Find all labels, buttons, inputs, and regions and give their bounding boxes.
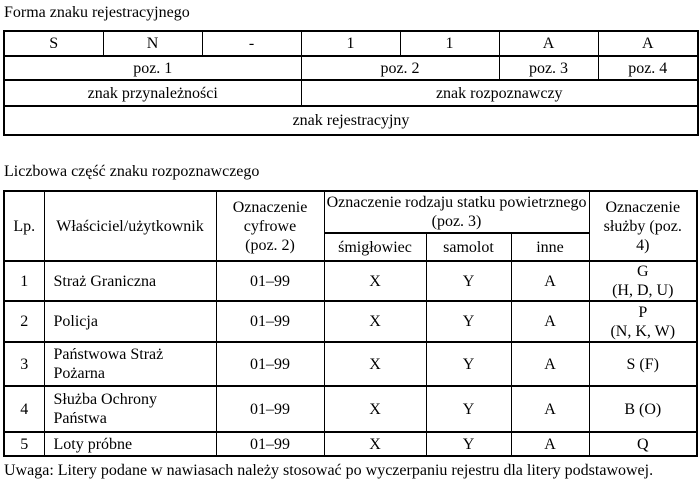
other-cell: A xyxy=(511,432,589,456)
col-header-digits: Oznaczenie cyfrowe (poz. 2) xyxy=(216,191,324,261)
service-main: Q xyxy=(636,435,649,453)
other-cell: A xyxy=(511,301,589,342)
digits-cell: 01–99 xyxy=(216,432,324,456)
col-header-helicopter: śmigłowiec xyxy=(324,233,426,261)
letter-cell: A xyxy=(499,31,598,56)
other-cell: A xyxy=(511,261,589,301)
lp-cell: 4 xyxy=(4,386,44,432)
service-cell xyxy=(589,261,697,301)
section1-title: Forma znaku rejestracyjnego xyxy=(4,4,190,21)
letter-cell: S xyxy=(4,31,103,56)
owner-cell: Straż Graniczna xyxy=(44,261,216,301)
position-cell: poz. 1 xyxy=(4,56,301,80)
helicopter-cell: X xyxy=(324,342,426,386)
letter-cell: A xyxy=(598,31,698,56)
table-row xyxy=(4,301,697,342)
digits-cell: 01–99 xyxy=(216,301,324,342)
plane-cell: Y xyxy=(426,301,511,342)
owner-cell: Państwowa Straż Pożarna xyxy=(44,342,216,386)
lp-cell: 2 xyxy=(4,301,44,342)
other-cell: A xyxy=(511,342,589,386)
table-row xyxy=(4,432,697,456)
plane-cell: Y xyxy=(426,342,511,386)
letter-cell: 1 xyxy=(400,31,499,56)
digits-cell: 01–99 xyxy=(216,261,324,301)
positions-row xyxy=(4,56,698,80)
owner-cell: Policja xyxy=(44,301,216,342)
full-mark-cell: znak rejestracyjny xyxy=(4,106,698,135)
plane-cell: Y xyxy=(426,261,511,301)
helicopter-cell: X xyxy=(324,261,426,301)
service-main: B (O) xyxy=(624,400,662,418)
lp-cell: 1 xyxy=(4,261,44,301)
digits-cell: 01–99 xyxy=(216,342,324,386)
service-cell xyxy=(589,386,697,432)
col-header-plane: samolot xyxy=(426,233,511,261)
footnote: Uwaga: Litery podane w nawiasach należy stosować po wyczerpaniu rejestru dla litery podstawowej. xyxy=(4,462,654,479)
service-cell xyxy=(589,342,697,386)
col-header-aircraft-type: Oznaczenie rodzaju statku powietrznego (poz. 3) xyxy=(324,191,589,233)
letter-cell: 1 xyxy=(301,31,400,56)
position-cell: poz. 4 xyxy=(598,56,698,80)
plane-cell: Y xyxy=(426,386,511,432)
service-alt: (N, K, W) xyxy=(610,322,676,340)
position-cell: poz. 2 xyxy=(301,56,499,80)
section2-title: Liczbowa część znaku rozpoznawczego xyxy=(4,163,260,180)
lp-cell: 5 xyxy=(4,432,44,456)
service-cell xyxy=(589,432,697,456)
owner-cell: Loty próbne xyxy=(44,432,216,456)
service-alt: (H, D, U) xyxy=(612,282,674,299)
other-cell: A xyxy=(511,386,589,432)
col-header-service: Oznaczenie służby (poz. 4) xyxy=(589,191,697,261)
col-header-lp: Lp. xyxy=(4,191,44,261)
service-cell xyxy=(589,301,697,342)
owner-cell: Służba Ochrony Państwa xyxy=(44,386,216,432)
table-row xyxy=(4,342,697,386)
helicopter-cell: X xyxy=(324,432,426,456)
registration-mark-form-table xyxy=(3,30,699,136)
lp-cell: 3 xyxy=(4,342,44,386)
letter-cell: N xyxy=(103,31,202,56)
position-cell: poz. 3 xyxy=(499,56,598,80)
letter-cell: - xyxy=(202,31,301,56)
helicopter-cell: X xyxy=(324,386,426,432)
col-header-owner: Właściciel/użytkownik xyxy=(44,191,216,261)
letters-row xyxy=(4,31,698,56)
service-main: G xyxy=(636,263,649,280)
groups-row xyxy=(4,80,698,106)
group-cell: znak rozpoznawczy xyxy=(301,80,698,106)
service-main: S (F) xyxy=(626,355,659,373)
full-row xyxy=(4,106,698,135)
plane-cell: Y xyxy=(426,432,511,456)
group-cell: znak przynależności xyxy=(4,80,301,106)
service-main: P xyxy=(638,303,648,321)
helicopter-cell: X xyxy=(324,301,426,342)
header-row-top xyxy=(4,191,697,233)
numeric-part-table xyxy=(3,190,698,457)
table-row xyxy=(4,386,697,432)
digits-cell: 01–99 xyxy=(216,386,324,432)
table-row xyxy=(4,261,697,301)
col-header-other: inne xyxy=(511,233,589,261)
